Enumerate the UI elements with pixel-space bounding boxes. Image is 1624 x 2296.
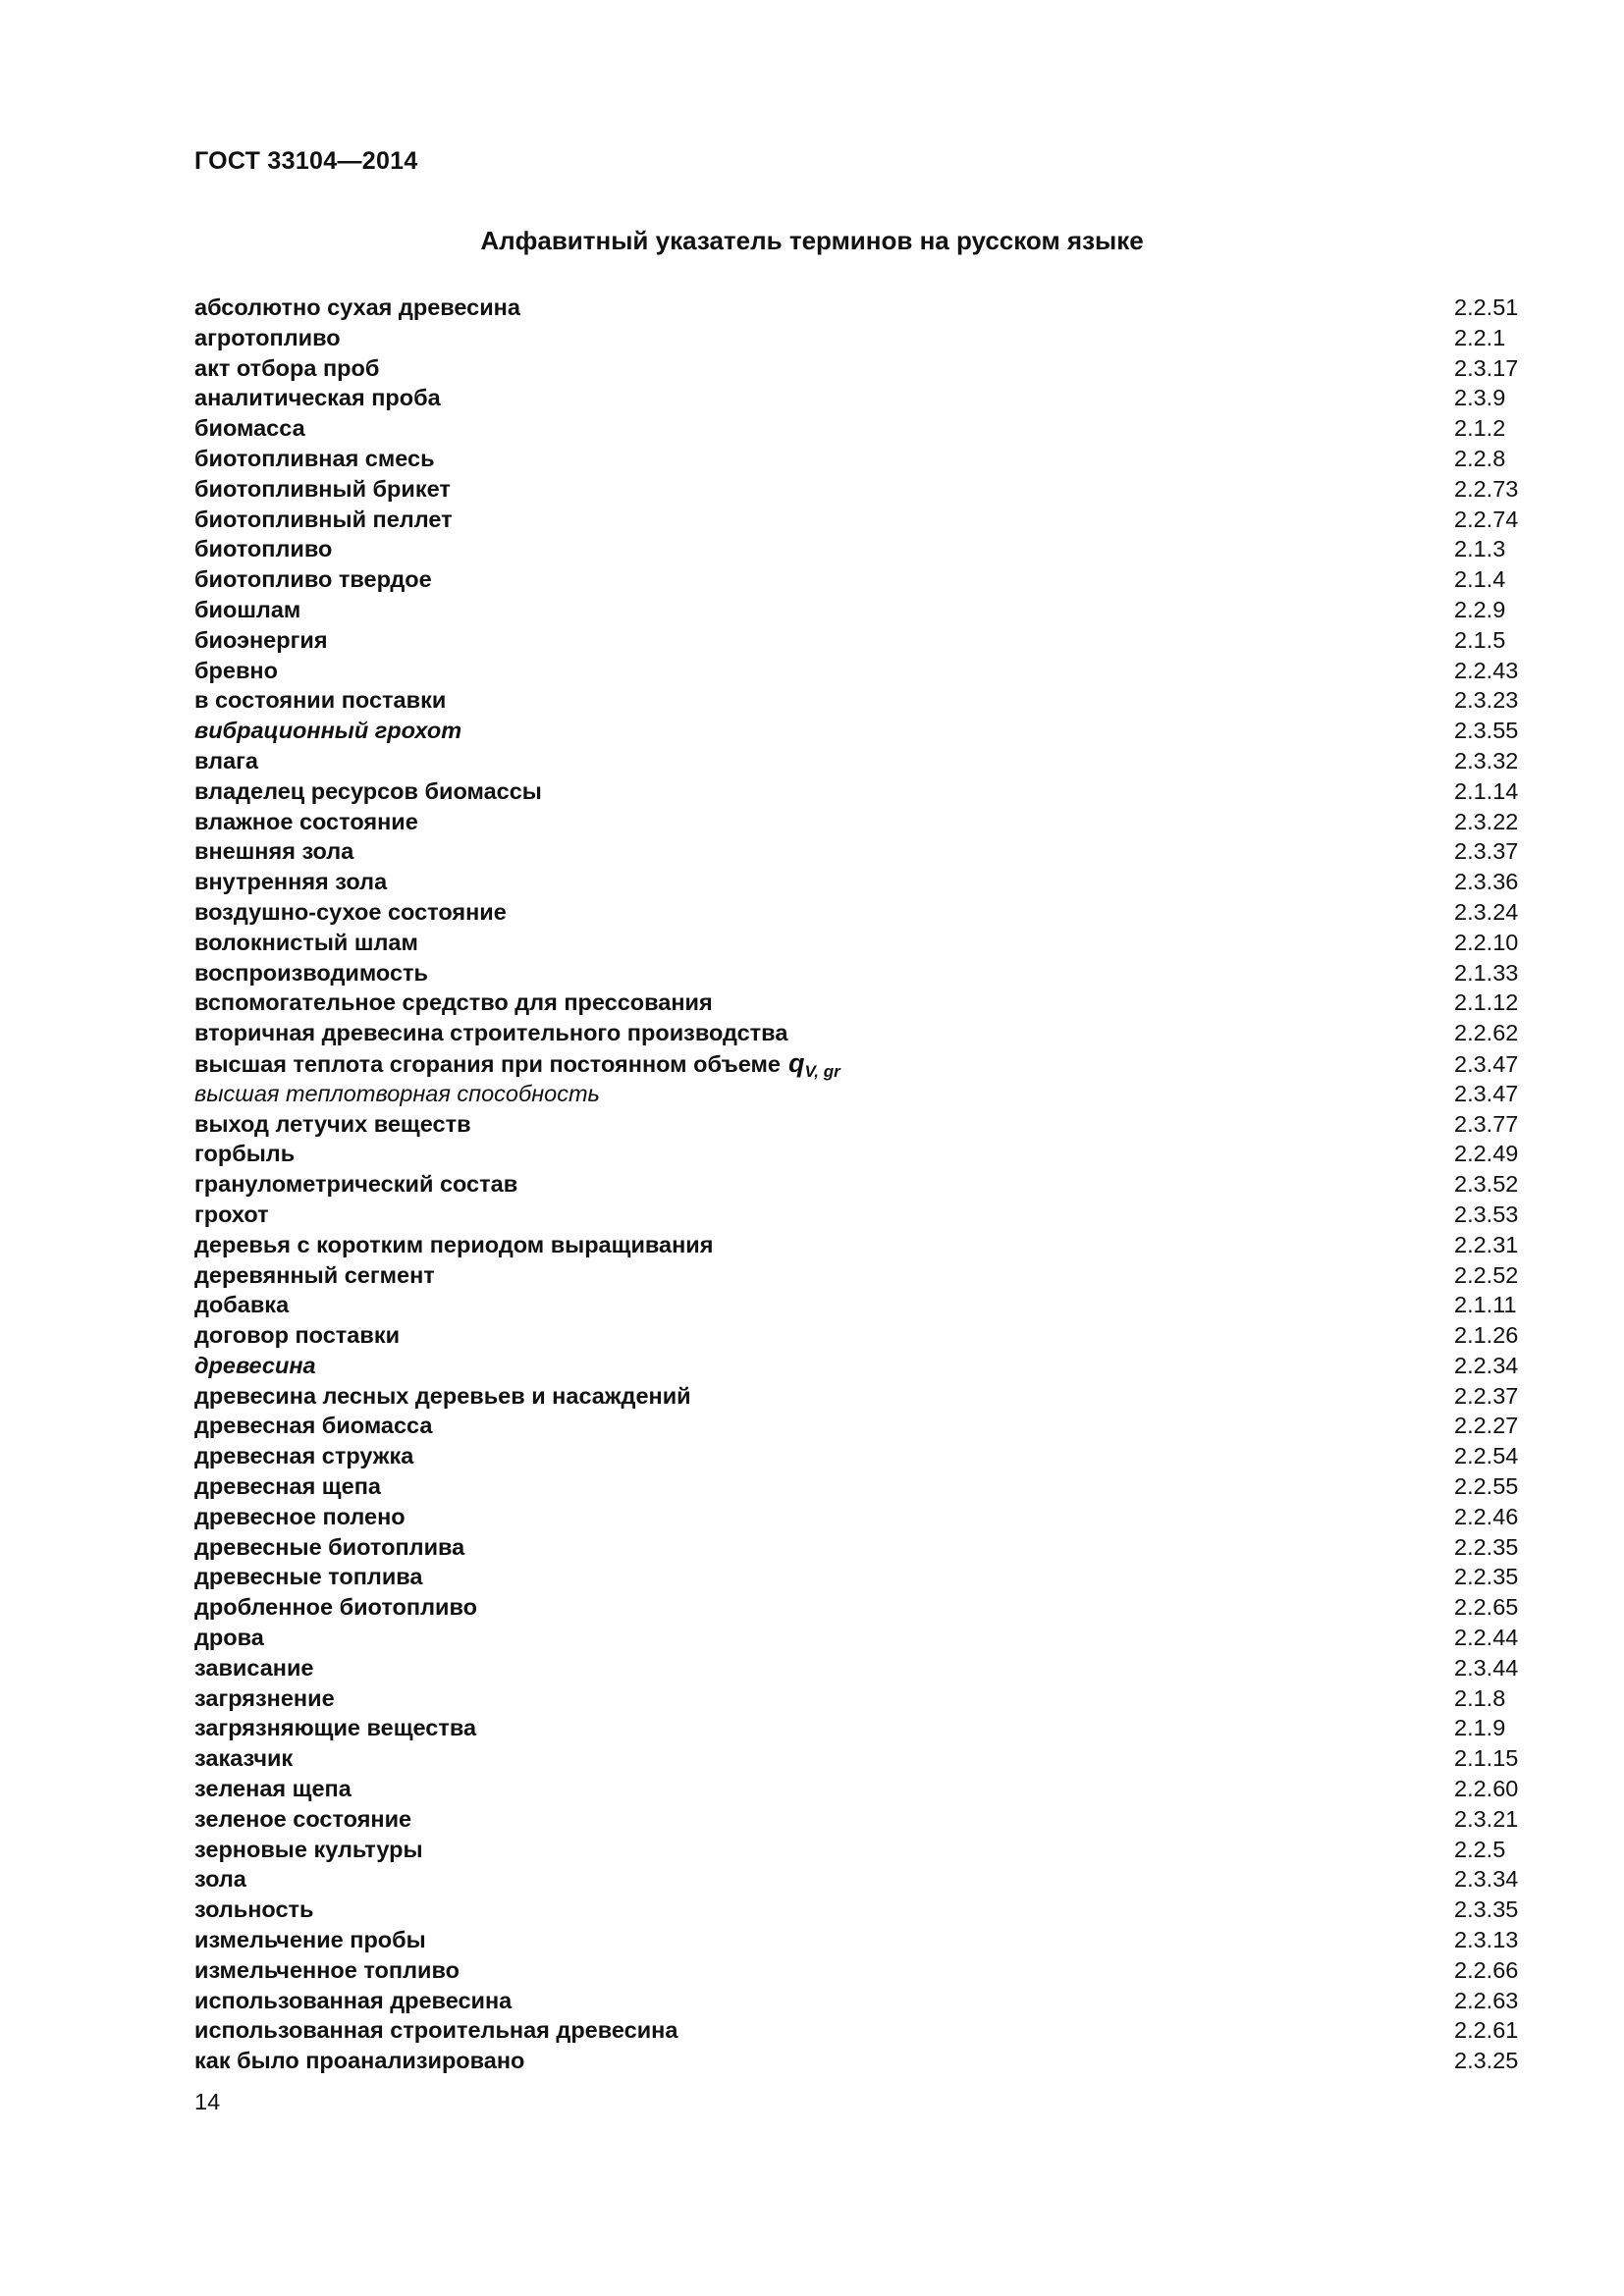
index-entry [194, 1109, 1528, 1140]
index-term [194, 746, 258, 776]
index-reference: 2.3.52 [1454, 1171, 1519, 1198]
index-term [194, 1743, 293, 1774]
index-term-text: как было проанализировано [194, 2048, 525, 2074]
index-entry [194, 1895, 1528, 1925]
index-reference: 2.2.73 [1454, 475, 1519, 502]
index-entry [194, 897, 1528, 928]
index-entry [194, 776, 1528, 807]
index-reference: 2.2.46 [1454, 1503, 1519, 1529]
index-entry [194, 1290, 1528, 1320]
index-term-text: биошлам [194, 596, 301, 622]
index-term-text: влажное состояние [194, 808, 418, 834]
index-term-text: биотопливо [194, 536, 333, 562]
index-term-text: измельчение пробы [194, 1927, 426, 1953]
index-reference: 2.3.17 [1454, 354, 1519, 381]
index-term-text: агротопливо [194, 324, 341, 350]
index-term-text: вторичная древесина строительного производства [194, 1020, 788, 1046]
index-reference: 2.2.55 [1454, 1473, 1519, 1500]
index-reference: 2.3.22 [1454, 808, 1519, 834]
index-entry [194, 807, 1528, 837]
index-term-text: воспроизводимость [194, 959, 428, 986]
index-entry [194, 1230, 1528, 1260]
index-reference: 2.1.3 [1454, 536, 1506, 562]
index-term [194, 867, 387, 897]
term-index-list [194, 293, 1528, 2076]
index-term [194, 444, 435, 474]
index-term [194, 1804, 411, 1835]
index-term [194, 716, 461, 746]
index-entry [194, 1774, 1528, 1804]
index-term [194, 1532, 464, 1563]
index-term [194, 1169, 517, 1200]
index-reference: 2.2.10 [1454, 929, 1519, 955]
index-reference: 2.2.44 [1454, 1625, 1519, 1651]
index-entry [194, 836, 1528, 867]
index-entry [194, 1623, 1528, 1653]
index-reference: 2.3.37 [1454, 838, 1519, 865]
index-term-text: древесное полено [194, 1503, 406, 1529]
index-reference: 2.1.33 [1454, 959, 1519, 986]
index-entry [194, 1653, 1528, 1683]
index-term-text: биоэнергия [194, 626, 328, 653]
index-term-text: использованная древесина [194, 1987, 513, 2013]
index-entry [194, 1260, 1528, 1291]
index-reference: 2.3.25 [1454, 2048, 1519, 2074]
index-term [194, 928, 418, 958]
index-entry [194, 1986, 1528, 2016]
index-entry [194, 534, 1528, 564]
index-term [194, 1200, 269, 1230]
index-term-text: измельченное топливо [194, 1956, 460, 1983]
index-term-text: в состоянии поставки [194, 687, 447, 714]
formula-symbol [788, 1047, 840, 1081]
index-term-text: внешняя зола [194, 838, 354, 865]
index-entry [194, 293, 1528, 323]
index-term [194, 685, 446, 716]
index-reference: 2.1.12 [1454, 989, 1519, 1016]
index-entry [194, 1411, 1528, 1441]
index-term [194, 323, 341, 353]
index-reference: 2.1.2 [1454, 415, 1506, 442]
index-term [194, 958, 428, 988]
index-term-text: древесные топлива [194, 1564, 423, 1590]
index-term [194, 1381, 691, 1412]
index-term-text: загрязнение [194, 1684, 335, 1711]
index-entry [194, 383, 1528, 413]
index-entry [194, 656, 1528, 686]
index-term-text: зеленое состояние [194, 1805, 412, 1832]
index-entry [194, 988, 1528, 1018]
document-header: ГОСТ 33104—2014 [194, 147, 418, 175]
index-entry [194, 323, 1528, 353]
index-term [194, 1290, 289, 1320]
index-reference: 2.3.13 [1454, 1927, 1519, 1953]
index-term-text: зола [194, 1866, 246, 1893]
index-term [194, 595, 300, 625]
index-term-text: использованная строительная древесина [194, 2017, 678, 2044]
index-entry [194, 564, 1528, 595]
index-term [194, 1955, 460, 1986]
index-term [194, 413, 305, 444]
index-entry [194, 1804, 1528, 1835]
index-term-text: выход летучих веществ [194, 1110, 471, 1137]
index-term [194, 836, 353, 867]
index-term [194, 383, 441, 413]
index-entry [194, 1320, 1528, 1351]
index-entry [194, 1079, 1528, 1109]
index-reference: 2.3.23 [1454, 687, 1519, 714]
index-reference: 2.2.34 [1454, 1352, 1519, 1378]
index-term-text: древесина лесных деревьев и насаждений [194, 1382, 691, 1409]
index-term-text: древесные биотоплива [194, 1533, 465, 1560]
index-entry [194, 413, 1528, 444]
index-term [194, 534, 332, 564]
index-term [194, 1835, 423, 1865]
index-term-text: владелец ресурсов биомассы [194, 777, 542, 804]
index-reference: 2.2.5 [1454, 1836, 1506, 1862]
index-term [194, 1109, 471, 1140]
index-reference: 2.1.26 [1454, 1322, 1519, 1349]
index-entry [194, 1381, 1528, 1412]
index-reference: 2.2.63 [1454, 1987, 1519, 2013]
index-term-text: абсолютно сухая древесина [194, 294, 520, 320]
index-reference: 2.1.15 [1454, 1745, 1519, 1772]
index-reference: 2.3.47 [1454, 1080, 1519, 1106]
index-reference: 2.1.14 [1454, 777, 1519, 804]
index-entry [194, 1441, 1528, 1471]
index-term [194, 625, 328, 656]
index-term [194, 353, 379, 384]
index-title: Алфавитный указатель терминов на русском языке [480, 226, 1144, 255]
index-entry [194, 353, 1528, 384]
index-entry [194, 1864, 1528, 1895]
index-entry [194, 746, 1528, 776]
index-reference: 2.3.35 [1454, 1896, 1519, 1923]
index-term-text: зеленая щепа [194, 1776, 352, 1802]
index-reference: 2.1.8 [1454, 1684, 1506, 1711]
index-term [194, 1502, 406, 1532]
index-entry [194, 1955, 1528, 1986]
index-term-text: древесина [194, 1352, 316, 1378]
index-term [194, 2015, 677, 2046]
index-term-text: зависание [194, 1654, 314, 1681]
index-entry [194, 1683, 1528, 1714]
index-term [194, 1623, 264, 1653]
index-entry [194, 1835, 1528, 1865]
index-term-text: дробленное биотопливо [194, 1594, 477, 1621]
formula-subscript: V, gr [804, 1061, 840, 1081]
index-term-text: влага [194, 747, 258, 774]
index-term [194, 1441, 413, 1471]
index-term [194, 564, 432, 595]
index-term [194, 1079, 600, 1109]
index-reference: 2.3.34 [1454, 1866, 1519, 1893]
index-reference: 2.2.49 [1454, 1141, 1519, 1167]
index-entry [194, 1592, 1528, 1623]
index-term-text: биотопливный брикет [194, 475, 451, 502]
index-entry [194, 2046, 1528, 2076]
index-term [194, 1260, 435, 1291]
index-reference: 2.2.27 [1454, 1413, 1519, 1439]
index-reference: 2.2.35 [1454, 1533, 1519, 1560]
index-entry [194, 1139, 1528, 1169]
index-reference: 2.2.1 [1454, 324, 1506, 350]
index-entry [194, 1048, 1528, 1079]
index-term [194, 1864, 246, 1895]
index-entry [194, 1200, 1528, 1230]
index-term [194, 1562, 423, 1592]
index-entry [194, 685, 1528, 716]
index-reference: 2.2.54 [1454, 1443, 1519, 1469]
index-term-text: деревянный сегмент [194, 1261, 435, 1288]
index-term-text: биотопливный пеллет [194, 506, 453, 532]
index-term [194, 897, 507, 928]
index-term-text: волокнистый шлам [194, 929, 418, 955]
index-entry [194, 1351, 1528, 1381]
index-entry [194, 958, 1528, 988]
index-term-text: добавка [194, 1292, 290, 1318]
index-term-text: древесная стружка [194, 1443, 414, 1469]
index-term [194, 656, 278, 686]
index-term [194, 1774, 352, 1804]
index-reference: 2.3.21 [1454, 1805, 1519, 1832]
index-term-text: высшая теплота сгорания при постоянном объеме [194, 1050, 782, 1077]
index-term-text: биомасса [194, 415, 305, 442]
index-term [194, 1139, 295, 1169]
index-entry [194, 595, 1528, 625]
index-term-text: грохот [194, 1201, 269, 1227]
index-term-text: зольность [194, 1896, 314, 1923]
index-reference: 2.3.53 [1454, 1201, 1519, 1227]
index-reference: 2.2.51 [1454, 294, 1519, 320]
index-reference: 2.3.77 [1454, 1110, 1519, 1137]
index-reference: 2.2.31 [1454, 1231, 1519, 1257]
index-reference: 2.3.44 [1454, 1654, 1519, 1681]
index-reference: 2.3.32 [1454, 747, 1519, 774]
index-term [194, 2046, 524, 2076]
index-term [194, 1471, 381, 1502]
index-entry [194, 1743, 1528, 1774]
index-term [194, 1986, 512, 2016]
index-entry [194, 867, 1528, 897]
index-reference: 2.2.62 [1454, 1020, 1519, 1046]
index-term [194, 1895, 314, 1925]
index-reference: 2.2.43 [1454, 657, 1519, 683]
index-entry [194, 1562, 1528, 1592]
index-term [194, 1351, 316, 1381]
index-term [194, 1592, 477, 1623]
index-reference: 2.2.37 [1454, 1382, 1519, 1409]
index-reference: 2.2.8 [1454, 445, 1506, 471]
index-term [194, 776, 542, 807]
index-term-text: загрязняющие вещества [194, 1715, 477, 1741]
index-reference: 2.1.4 [1454, 566, 1506, 593]
index-term [194, 293, 520, 323]
index-term-text: договор поставки [194, 1322, 401, 1349]
index-reference: 2.3.47 [1454, 1050, 1519, 1077]
index-term-text: воздушно-сухое состояние [194, 898, 507, 925]
index-term [194, 505, 453, 535]
index-entry [194, 2015, 1528, 2046]
index-term [194, 1230, 713, 1260]
index-term-text: вибрационный грохот [194, 718, 462, 744]
index-term-text: вспомогательное средство для прессования [194, 989, 713, 1016]
index-reference: 2.1.11 [1454, 1292, 1517, 1318]
index-reference: 2.2.65 [1454, 1594, 1519, 1621]
index-term [194, 1683, 335, 1714]
index-term [194, 1713, 476, 1743]
index-reference: 2.3.24 [1454, 898, 1519, 925]
index-entry [194, 1502, 1528, 1532]
index-reference: 2.1.5 [1454, 626, 1506, 653]
index-entry [194, 444, 1528, 474]
index-reference: 2.2.52 [1454, 1261, 1519, 1288]
index-term [194, 988, 713, 1018]
index-term-text: бревно [194, 657, 278, 683]
index-entry [194, 1713, 1528, 1743]
index-term-text: заказчик [194, 1745, 294, 1772]
index-term [194, 1018, 787, 1048]
index-entry [194, 716, 1528, 746]
index-entry [194, 1532, 1528, 1563]
index-term-text: древесная биомасса [194, 1413, 433, 1439]
index-entry [194, 1925, 1528, 1955]
index-term [194, 1320, 400, 1351]
index-term [194, 1653, 313, 1683]
index-term-text: акт отбора проб [194, 354, 380, 381]
index-entry [194, 1169, 1528, 1200]
index-entry [194, 474, 1528, 505]
index-entry [194, 1471, 1528, 1502]
index-term-text: деревья с коротким периодом выращивания [194, 1231, 714, 1257]
index-entry [194, 1018, 1528, 1048]
index-reference: 2.3.36 [1454, 869, 1519, 895]
index-reference: 2.2.74 [1454, 506, 1519, 532]
index-term-text: высшая теплотворная способность [194, 1080, 600, 1106]
index-reference: 2.1.9 [1454, 1715, 1506, 1741]
index-entry [194, 928, 1528, 958]
index-term-text: биотопливо твердое [194, 566, 432, 593]
index-reference: 2.2.61 [1454, 2017, 1519, 2044]
index-term-text: дрова [194, 1625, 264, 1651]
index-reference: 2.2.66 [1454, 1956, 1519, 1983]
index-entry [194, 505, 1528, 535]
index-term [194, 474, 451, 505]
index-reference: 2.2.60 [1454, 1776, 1519, 1802]
index-reference: 2.3.9 [1454, 385, 1506, 411]
formula-symbol-letter: q [788, 1047, 805, 1078]
index-term-text: гранулометрический состав [194, 1171, 518, 1198]
index-term-text: древесная щепа [194, 1473, 381, 1500]
index-entry [194, 625, 1528, 656]
page-number: 14 [194, 2089, 221, 2114]
index-reference: 2.3.55 [1454, 718, 1519, 744]
index-term-text: зерновые культуры [194, 1836, 423, 1862]
index-term-text: аналитическая проба [194, 385, 441, 411]
index-term-text: биотопливная смесь [194, 445, 435, 471]
index-term-text: горбыль [194, 1141, 296, 1167]
index-reference: 2.2.9 [1454, 596, 1506, 622]
index-term [194, 1925, 426, 1955]
index-reference: 2.2.35 [1454, 1564, 1519, 1590]
index-term [194, 1411, 432, 1441]
index-term [194, 807, 418, 837]
index-term-text: внутренняя зола [194, 869, 388, 895]
